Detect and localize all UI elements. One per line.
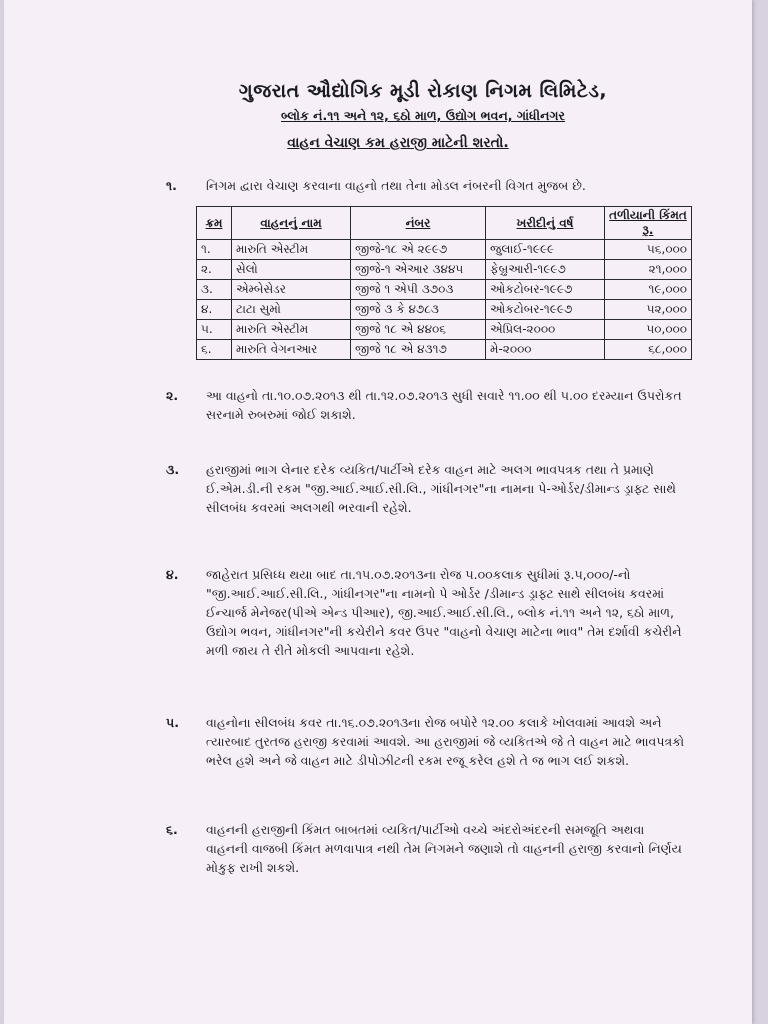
cell-vehicle-name: મારુતિ એસ્ટીમ (232, 320, 351, 340)
table-row (197, 240, 692, 260)
cell-serial: ૩. (197, 280, 232, 300)
clause-text: હરાજીમાં ભાગ લેનાર દરેક વ્યકિત/પાર્ટીએ દરેક વાહન માટે અલગ ભાવપત્રક તથા તે પ્રમાણે ઈ.એમ.ડી.ની રકમ "જી.આઈ.આઈ.સી.લિ., ગાંધીનગર"ના નામના પે-ઓર્ડર/ડીમાન્ડ ડ્રાફ્ટ સાથે સીલબંધ કવરમાં અલગથી ભરવાની રહેશે. (206, 462, 676, 515)
clause-number: ૩. (166, 462, 180, 477)
table-row (197, 320, 692, 340)
cell-serial: ૫. (197, 320, 232, 340)
cell-base-price: ૨૧,૦૦૦ (605, 260, 692, 280)
cell-vehicle-name: મારુતિ વેગનઆર (232, 340, 351, 360)
cell-serial: ૬. (197, 340, 232, 360)
table-row (197, 300, 692, 320)
cell-number: જીજે ૩ કે ૪૭૮૩ (351, 300, 486, 320)
header-number: નંબર (351, 207, 486, 240)
cell-serial: ૪. (197, 300, 232, 320)
table-row (197, 280, 692, 300)
cell-number: જીજે-૧ એઆર ૩૪૪૫ (351, 260, 486, 280)
cell-vehicle-name: મારુતિ એસ્ટીમ (232, 240, 351, 260)
table-header-row (197, 207, 692, 240)
cell-serial: ૧. (197, 240, 232, 260)
cell-base-price: ૫૨,૦૦૦ (605, 300, 692, 320)
document-page (4, 0, 752, 1024)
cell-base-price: ૫૬,૦૦૦ (605, 240, 692, 260)
header-purchase-year: ખરીદીનું વર્ષ (486, 207, 605, 240)
cell-vehicle-name: એમ્બેસેડર (232, 280, 351, 300)
clause-number: ૫. (166, 715, 179, 730)
organization-title: ગુજરાત ઔદ્યોગિક મૂડી રોકાણ નિગમ લિમિટેડ, (238, 80, 608, 102)
cell-purchase-year: જુલાઈ-૧૯૯૯ (486, 240, 605, 260)
cell-number: જીજે ૧ એપી ૩૭૦૩ (351, 280, 486, 300)
table-row (197, 260, 692, 280)
clause-number: ૨. (166, 388, 179, 403)
cell-number: જીજે-૧૮ એ ૨૯૯૭ (351, 240, 486, 260)
cell-base-price: ૧૯,૦૦૦ (605, 280, 692, 300)
header-base-price: તળીયાની કિંમત રૂ. (605, 207, 692, 240)
table-row (197, 340, 692, 360)
cell-vehicle-name: સેલો (232, 260, 351, 280)
cell-purchase-year: ઓકટોબર-૧૯૯૭ (486, 280, 605, 300)
document-subject: વાહન વેચાણ કમ હરાજી માટેની શરતો. (287, 135, 509, 151)
cell-vehicle-name: ટાટા સુમો (232, 300, 351, 320)
clause-text: આ વાહનો તા.૧૦.૦૭.૨૦૧૩ થી તા.૧૨.૦૭.૨૦૧૩ સુધી સવારે ૧૧.૦૦ થી ૫.૦૦ દરમ્યાન ઉપરોકત સરનામે રુબરુમાં જોઈ શકાશે. (206, 388, 682, 422)
header-serial: ક્રમ (197, 207, 232, 240)
cell-number: જીજે ૧૮ એ ૪૪૦૬ (351, 320, 486, 340)
clause-number: ૬. (166, 822, 178, 837)
vehicle-table (196, 206, 692, 360)
cell-purchase-year: એપ્રિલ-૨૦૦૦ (486, 320, 605, 340)
clause-text: વાહનની હરાજીની કિંમત બાબતમાં વ્યકિત/પાર્ટીઓ વચ્ચે અંદરોઅંદરની સમજૂતિ અથવા વાહનની વાજબી કિંમત મળવાપાત્ર નથી તેમ નિગમને જણાશે તો વાહનની હરાજી કરવાનો નિર્ણય મોકુફ રાખી શકશે. (206, 822, 682, 875)
cell-number: જીજે ૧૮ એ ૪૩૧૭ (351, 340, 486, 360)
clause-number: ૧. (166, 178, 177, 193)
clause-text: વાહનોના સીલબંધ કવર તા.૧૬.૦૭.૨૦૧૩ના રોજ બપોરે ૧૨.૦૦ કલાકે ખોલવામાં આવશે અને ત્યારબાદ તુરતજ હરાજી કરવામાં આવશે. આ હરાજીમાં જે વ્યકિતએ જે તે વાહન માટે ભાવપત્રકો ભરેલ હશે અને જે વાહન માટે ડીપોઝીટની રકમ રજૂ કરેલ હશે તે જ ભાગ લઈ શકશે. (206, 715, 685, 768)
cell-serial: ૨. (197, 260, 232, 280)
cell-purchase-year: ફેબ્રુઆરી-૧૯૯૭ (486, 260, 605, 280)
cell-base-price: ૫૦,૦૦૦ (605, 320, 692, 340)
clause-text: જાહેરાત પ્રસિધ્ધ થયા બાદ તા.૧૫.૦૭.૨૦૧૩ના રોજ ૫.૦૦કલાક સુધીમાં રૂ.૫,૦૦૦/-નો "જી.આઈ.આઈ.સી.લિ., ગાંધીનગર"ના નામનો પે ઓર્ડર /ડીમાન્ડ ડ્રાફ્ટ સાથે સીલબંધ કવરમાં ઈન્ચાર્જ મેનેજર(પીએ એન્ડ પીઆર), જી.આઈ.આઈ.સી.લિ., બ્લોક નં.૧૧ અને ૧૨, ૬ઠો માળ, ઉદ્યોગ ભવન, ગાંધીનગર"ની કચેરીને કવર ઉપર "વાહનો વેચાણ માટેના ભાવ" તેમ દર્શાવી કચેરીને મળી જાય તે રીતે મોકલી આપવાના રહેશે. (206, 567, 682, 658)
cell-purchase-year: મે-૨૦૦૦ (486, 340, 605, 360)
organization-address: બ્લોક નં.૧૧ અને ૧૨, ૬ઠો માળ, ઉદ્યોગ ભવન, ગાંધીનગર (280, 108, 566, 123)
cell-purchase-year: ઓકટોબર-૧૯૯૭ (486, 300, 605, 320)
header-vehicle-name: વાહનનું નામ (232, 207, 351, 240)
clause-text: નિગમ દ્વારા વેચાણ કરવાના વાહનો તથા તેના મોડલ નંબરની વિગત મુજબ છે. (206, 178, 586, 193)
cell-base-price: ૬૮,૦૦૦ (605, 340, 692, 360)
clause-number: ૪. (166, 567, 179, 582)
